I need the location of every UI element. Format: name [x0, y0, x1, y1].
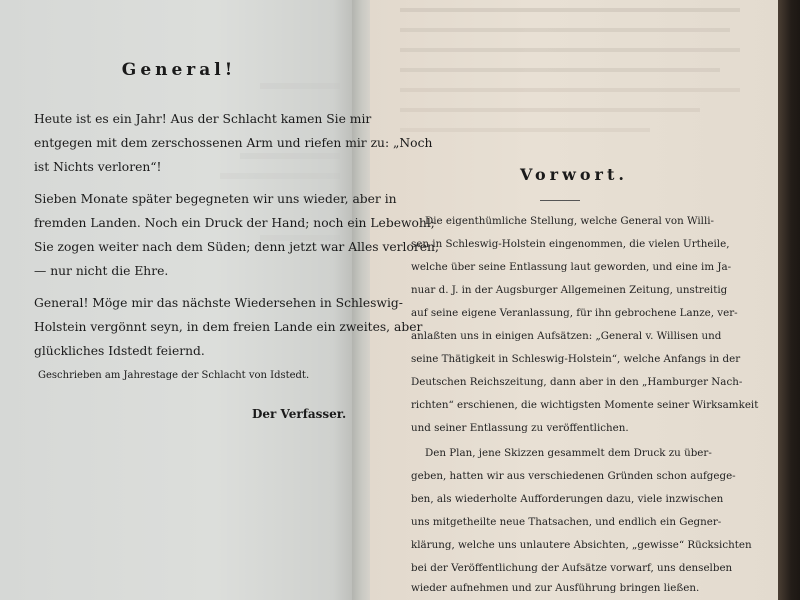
dedication-line: General! Möge mir das nächste Wiedersehen in Schleswig- [34, 296, 403, 310]
dedication-signature: Der Verfasser. [252, 407, 347, 421]
dedication-line: Holstein vergönnt seyn, in dem freien Lande ein zweites, aber [34, 320, 423, 334]
preface-title: Vorwort. [520, 165, 628, 184]
preface-line: nuar d. J. in der Augsburger Allgemeinen Zeitung, unstreitig [411, 284, 728, 296]
preface-line: anlaßten uns in einigen Aufsätzen: „General v. Willisen und [411, 330, 722, 342]
dedication-title: General! [121, 60, 237, 80]
preface-line: seine Thätigkeit in Schleswig-Holstein“, welche Anfangs in der [411, 353, 741, 365]
bleed-through-right [400, 0, 760, 150]
preface-line: wieder aufnehmen und zur Ausführung bringen ließen. [411, 582, 700, 594]
preface-line: ben, als wiederholte Aufforderungen dazu, viele inzwischen [411, 493, 724, 505]
dedication-line: ist Nichts verloren“! [34, 160, 162, 174]
preface-line: Deutschen Reichszeitung, dann aber in den „Hamburger Nach- [411, 376, 743, 388]
book-edge-shadow [778, 0, 800, 600]
preface-line: und seiner Entlassung zu veröffentlichen. [411, 422, 629, 434]
preface-line: Die eigenthümliche Stellung, welche General von Willi- [425, 215, 715, 227]
preface-line: richten“ erschienen, die wichtigsten Momente seiner Wirksamkeit [411, 399, 759, 411]
dedication-line: glückliches Idstedt feiernd. [34, 344, 205, 358]
preface-line: bei der Veröffentlichung der Aufsätze vorwarf, uns denselben [411, 562, 733, 574]
dedication-dateline: Geschrieben am Jahrestage der Schlacht von Idstedt. [38, 370, 310, 381]
preface-line: uns mitgetheilte neue Thatsachen, und endlich ein Gegner- [411, 516, 722, 528]
dedication-line: — nur nicht die Ehre. [34, 264, 169, 278]
preface-line: sen in Schleswig-Holstein eingenommen, die vielen Urtheile, [411, 238, 730, 250]
dedication-line: Sie zogen weiter nach dem Süden; denn jetzt war Alles verloren, [34, 240, 439, 254]
dedication-line: fremden Landen. Noch ein Druck der Hand; noch ein Lebewohl; [34, 216, 435, 230]
preface-line: Den Plan, jene Skizzen gesammelt dem Druck zu über- [425, 447, 712, 459]
dedication-line: entgegen mit dem zerschossenen Arm und riefen mir zu: „Noch [34, 136, 433, 150]
dedication-line: Sieben Monate später begegneten wir uns wieder, aber in [34, 192, 397, 206]
title-rule [540, 200, 580, 201]
dedication-line: Heute ist es ein Jahr! Aus der Schlacht kamen Sie mir [34, 112, 372, 126]
preface-line: geben, hatten wir aus verschiedenen Gründen schon aufgege- [411, 470, 736, 482]
preface-line: auf seine eigene Veranlassung, für ihn gebrochene Lanze, ver- [411, 307, 738, 319]
preface-line: welche über seine Entlassung laut geworden, und eine im Ja- [411, 261, 732, 273]
preface-line: klärung, welche uns unlautere Absichten, „gewisse“ Rücksichten [411, 539, 752, 551]
